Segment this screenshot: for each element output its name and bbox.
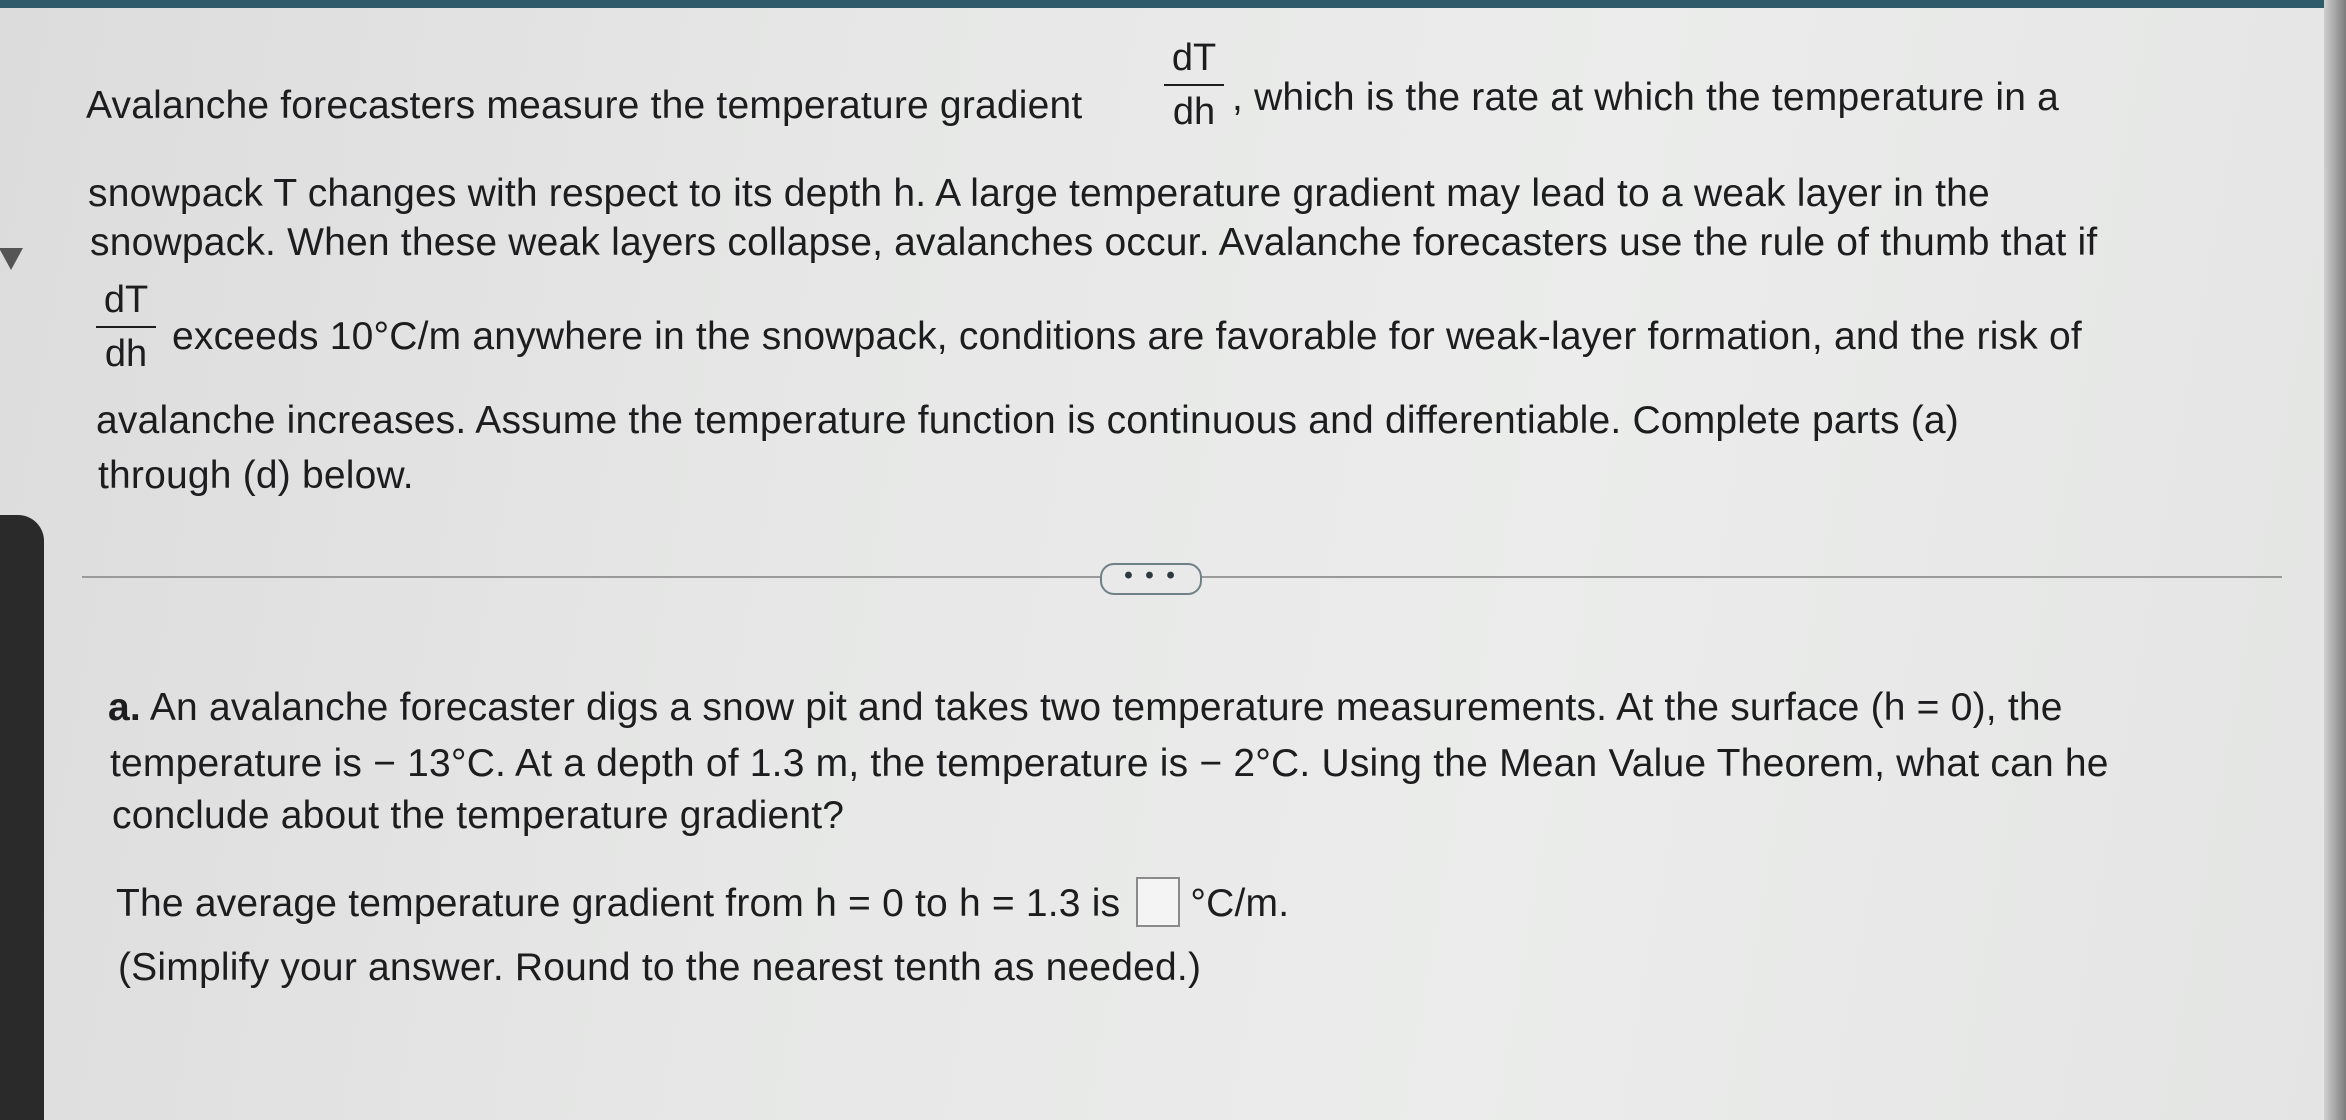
fraction-numerator: dT bbox=[103, 279, 149, 321]
part-a-line-3: conclude about the temperature gradient? bbox=[112, 794, 845, 837]
gradient-fraction-1 bbox=[1164, 36, 1224, 134]
part-a-label: a. bbox=[108, 686, 141, 729]
intro-line-2: snowpack T changes with respect to its depth h. A large temperature gradient may lead to a weak layer in the bbox=[88, 172, 1990, 215]
answer-unit: °C/m. bbox=[1190, 882, 1290, 925]
answer-row bbox=[116, 880, 1289, 931]
part-a-line-2: temperature is − 13°C. At a depth of 1.3 m, the temperature is − 2°C. Using the Mean Value Theorem, what can he bbox=[110, 742, 2109, 785]
answer-prefix: The average temperature gradient from h = 0 to h = 1.3 is bbox=[116, 882, 1121, 925]
part-a-line-1 bbox=[108, 684, 2063, 732]
intro-line-5: avalanche increases. Assume the temperature function is continuous and differentiable. Complete parts (a) bbox=[96, 399, 1959, 442]
fraction-denominator: dh bbox=[1172, 91, 1216, 133]
gradient-fraction-2 bbox=[96, 278, 156, 376]
answer-input-box[interactable] bbox=[1136, 877, 1180, 927]
collapse-arrow-icon[interactable] bbox=[0, 248, 23, 270]
part-a-question-line-1: An avalanche forecaster digs a snow pit and takes two temperature measurements. At the surface (h = 0), the bbox=[149, 686, 2063, 729]
fraction-bar bbox=[96, 326, 156, 328]
fraction-bar bbox=[1164, 84, 1224, 86]
intro-line-3: snowpack. When these weak layers collapse, avalanches occur. Avalanche forecasters use the rule of thumb that if bbox=[90, 221, 2098, 264]
intro-line-4: exceeds 10°C/m anywhere in the snowpack, conditions are favorable for weak-layer formation, and the risk of bbox=[172, 315, 2082, 358]
intro-line-1a: Avalanche forecasters measure the temperature gradient bbox=[86, 84, 1083, 127]
fraction-numerator: dT bbox=[1171, 37, 1217, 79]
show-more-button[interactable]: • • • bbox=[1100, 563, 1202, 595]
intro-line-6: through (d) below. bbox=[98, 454, 414, 497]
top-accent-strip bbox=[0, 0, 2346, 8]
intro-line-1b: , which is the rate at which the temperature in a bbox=[1232, 76, 2060, 119]
fraction-denominator: dh bbox=[104, 333, 148, 375]
answer-hint: (Simplify your answer. Round to the nearest tenth as needed.) bbox=[118, 946, 1202, 989]
left-scroll-rail bbox=[0, 515, 44, 1120]
right-screen-edge bbox=[2324, 0, 2346, 1120]
